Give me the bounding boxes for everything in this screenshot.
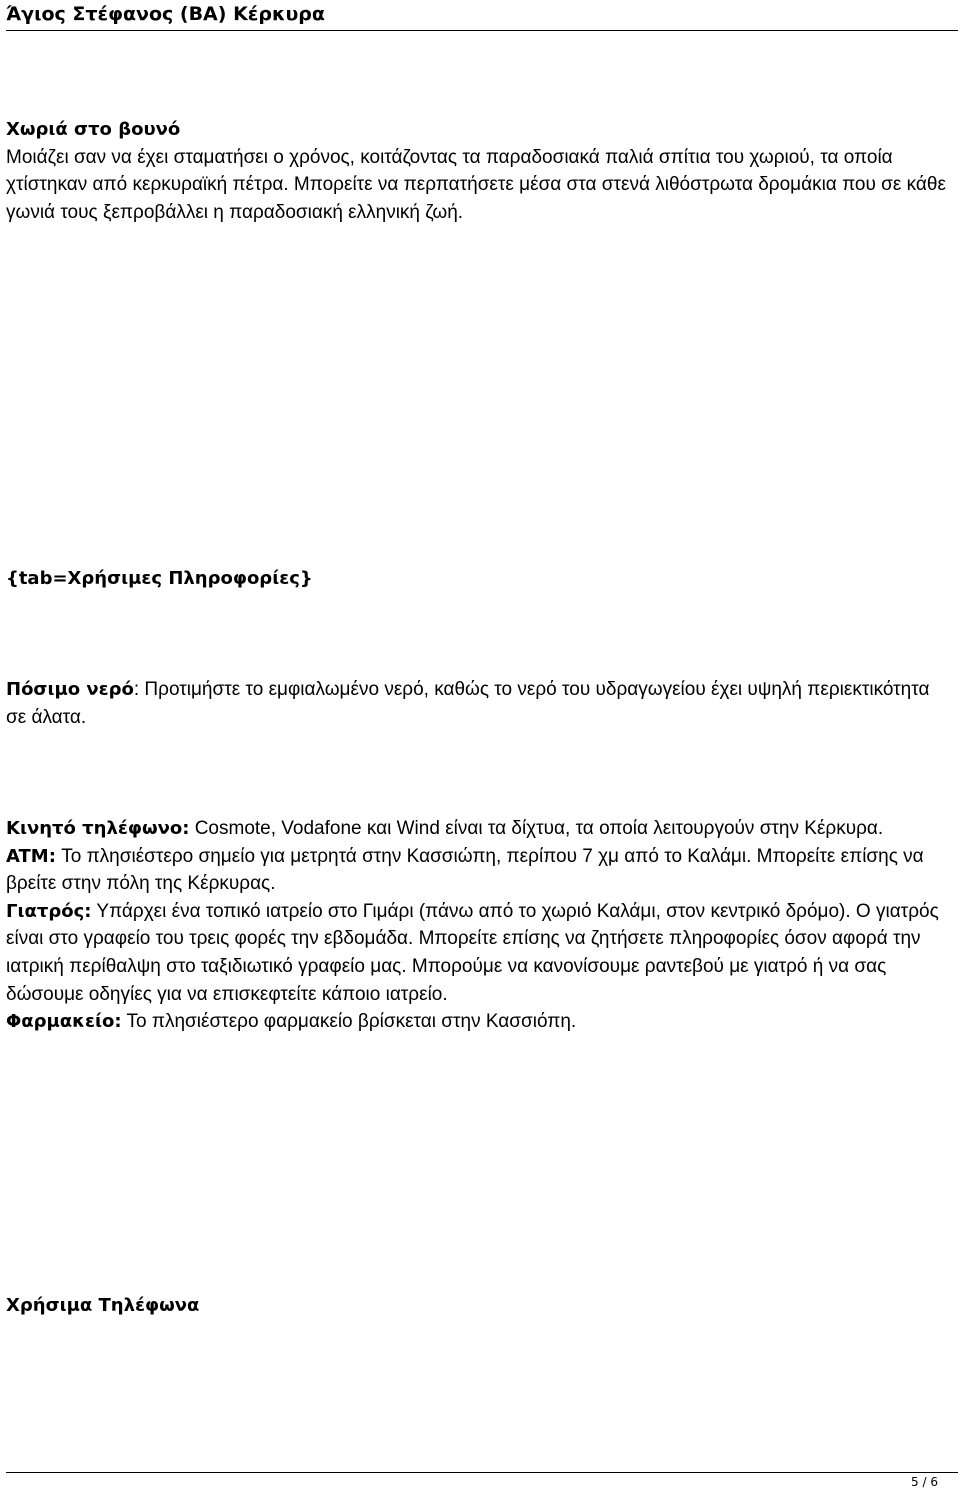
water-text: : Προτιμήστε το εμφιαλωμένο νερό, καθώς το νερό του υδραγωγείου έχει υψηλή περιεκτικότητα σε άλατα. — [6, 679, 930, 728]
document-title: Άγιος Στέφανος (ΒΑ) Κέρκυρα — [6, 3, 325, 25]
pharmacy-label: Φαρμακείο: — [6, 1011, 122, 1033]
mobile-label: Κινητό τηλέφωνο: — [6, 818, 190, 839]
water-section — [6, 676, 954, 731]
tab-marker: {tab=Χρήσιμες Πληροφορίες} — [6, 568, 313, 589]
water-paragraph — [6, 676, 954, 731]
villages-section — [6, 116, 954, 226]
mobile-paragraph — [6, 815, 954, 843]
villages-heading: Χωριά στο βουνό — [6, 119, 181, 140]
atm-label: ATM: — [6, 845, 56, 867]
mobile-text: Cosmote, Vodafone και Wind είναι τα δίχτυα, τα οποία λειτουργούν στην Κέρκυρα. — [189, 818, 884, 839]
villages-body: Μοιάζει σαν να έχει σταματήσει ο χρόνος, κοιτάζοντας τα παραδοσιακά παλιά σπίτια του χωριού, τα οποία χτίστηκαν από κερκυραϊκή πέτρα. Μπορείτε να περπατήσετε μέσα στα στενά λιθόστρωτα δρομάκια που σε κάθε γωνιά τους ξεπροβάλλει η παραδοσιακή ελληνική ζωή. — [6, 146, 946, 223]
header-divider — [6, 30, 958, 31]
tab-marker-section — [6, 565, 954, 593]
atm-paragraph — [6, 843, 954, 898]
page-number: 5 / 6 — [911, 1475, 938, 1489]
phones-section — [6, 1292, 954, 1320]
doctor-text: Υπάρχει ένα τοπικό ιατρείο στο Γιμάρι (πάνω από το χωριό Καλάμι, στον κεντρικό δρόμο). Ο γιατρός είναι στο γραφείο του τρεις φορές την εβδομάδα. Μπορείτε επίσης να ζητήσετε πληροφορίες όσον αφορά την ιατρική περίθαλψη στο ταξιδιωτικό γραφείο μας. Μπορούμε να κανονίσουμε ραντεβού με γιατρό ή να σας δώσουμε οδηγίες για να επισκεφτείτε κάποιο ιατρείο. — [6, 900, 939, 1005]
doctor-label: Γιατρός: — [6, 900, 92, 922]
phones-heading: Χρήσιμα Τηλέφωνα — [6, 1295, 200, 1316]
services-section — [6, 815, 954, 1036]
footer-divider — [6, 1472, 958, 1473]
doctor-paragraph — [6, 898, 954, 1008]
atm-text: Το πλησιέστερο σημείο για μετρητά στην Κασσιώπη, περίπου 7 χμ από το Καλάμι. Μπορείτε επίσης να βρείτε στην πόλη της Κέρκυρας. — [6, 845, 924, 895]
pharmacy-paragraph — [6, 1008, 954, 1036]
water-label: Πόσιμο νερό — [6, 679, 134, 700]
pharmacy-text: Το πλησιέστερο φαρμακείο βρίσκεται στην Κασσιόπη. — [121, 1011, 577, 1033]
